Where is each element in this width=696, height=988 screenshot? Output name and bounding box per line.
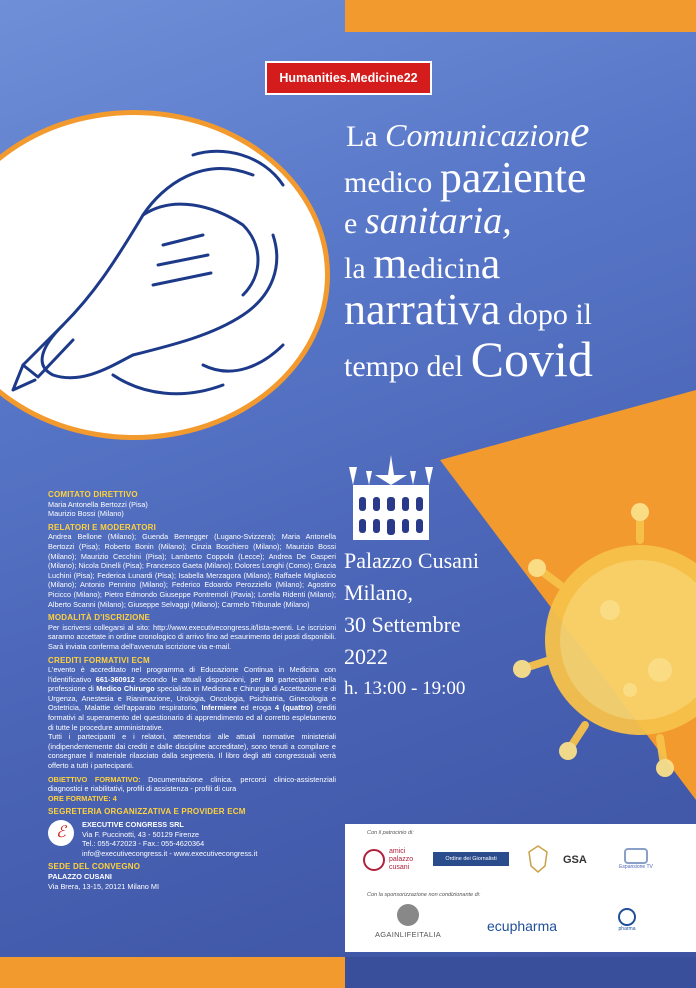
segreteria-heading: SEGRETERIA ORGANIZZATIVA E PROVIDER ECM [48, 807, 246, 817]
title-word: e [344, 207, 365, 240]
relatori-heading: RELATORI E MODERATORI [48, 522, 157, 532]
espansione-tv-logo: Espansione TV [611, 848, 661, 870]
event-title [344, 107, 694, 387]
ec-name: EXECUTIVE CONGRESS SRL [82, 820, 184, 829]
executive-congress-logo: ℰ [48, 820, 74, 846]
title-word: paziente [439, 153, 587, 202]
venue-city: Milano, [344, 580, 414, 605]
againlife-italia-logo: AGAINLIFEITALIA [367, 904, 449, 939]
patrocinio-caption: Con il patrocinio di: [367, 830, 414, 836]
title-word: m [373, 239, 408, 288]
event-info-column [48, 490, 336, 891]
venue-date: 30 Settembre [344, 612, 461, 637]
duomo-milano-icon [345, 455, 437, 540]
sede-name: PALAZZO CUSANI [48, 871, 112, 881]
crest-logo [525, 844, 551, 874]
crediti-heading: CREDITI FORMATIVI ECM [48, 655, 150, 665]
ec-phone: Tel.: 055-472023 - Fax.: 055-4620364 [82, 839, 205, 849]
comitato-member: Maria Antonella Bertozzi (Pisa) [48, 499, 148, 509]
title-word: Comunicazion [385, 117, 571, 153]
modalita-heading: MODALITÀ D'ISCRIZIONE [48, 613, 151, 623]
ore-formative: ORE FORMATIVE: 4 [48, 793, 117, 803]
title-word: Covid [470, 331, 593, 387]
title-word: sanitaria, [364, 200, 512, 242]
title-word: dopo il [500, 298, 593, 331]
amici-palazzo-cusani-logo: amici palazzo cusani [363, 848, 429, 872]
ecupharma-logo: ecupharma [487, 918, 558, 934]
ec-address: Via F. Puccinotti, 43 - 50129 Firenze [82, 829, 200, 839]
pharma-logo: pharma [615, 908, 639, 932]
sede-address: Via Brera, 13-15, 20121 Milano MI [48, 881, 160, 891]
ec-web: info@executivecongress.it - www.executivecongress.it [82, 848, 258, 858]
crediti-note: Tutti i partecipanti e i relatori, attenendosi alle attuali normative ministeriali (indipendentemente dai crediti e dalle discipline accreditate), sono tenuti a compilare e consegnare il materiale rilasciato dalla segreteria. Il libro degli atti congressuali verrà offerto a tutti i partecipanti. [48, 732, 336, 771]
title-word: e [570, 107, 590, 156]
title-word: La [346, 120, 386, 153]
title-word: a [480, 239, 501, 288]
comitato-heading: COMITATO DIRETTIVO [48, 490, 138, 499]
event-badge: Humanities.Medicine22 [265, 61, 432, 95]
modalita-text: Per iscriversi collegarsi al sito: http://www.executivecongress.it/lista-eventi. Le iscrizioni saranno accettate in ordine cronologico di arrivo fino ad esaurimento dei posti disponibili. Sarà inviata conferma dell'avvenuta iscrizione via e-mail. [48, 622, 336, 651]
title-word: edicin [407, 252, 481, 285]
sede-heading: SEDE DEL CONVEGNO [48, 862, 141, 872]
venue-year: 2022 [344, 644, 388, 669]
venue-place: Palazzo Cusani [344, 548, 480, 573]
title-word: medico [344, 166, 440, 199]
ordine-giornalisti-logo: Ordine dei Giornalisti [433, 852, 509, 866]
venue-time: h. 13:00 - 19:00 [344, 678, 466, 699]
title-word: tempo del [344, 350, 471, 383]
title-word: la [344, 252, 374, 285]
obiettivo-text: OBIETTIVO FORMATIVO: Documentazione clinica. percorsi clinico-assistenziali diagnostici e riabilitativi, profili di assistenza - profili di cura [48, 774, 336, 794]
relatori-list: Andrea Bellone (Milano); Guenda Bernegger (Lugano-Svizzera); Maria Antonella Bertozzi (Pisa); Roberto Bonin (Milano); Cinzia Boschiero (Milano); Maurizio Bossi (Milano); Maurizio Cecchini (Pisa); Lamberto Coppola (Lecce); Andrea De Gasperi (Milano); Nicola Dinelli (Pisa); Francesco Gaeta (Milano); Dolores Longhi (Como); Grazia Luchini (Pisa); Federica Lunardi (Pisa); Isabella Merzagora (Milano); Raffaele Migliaccio (Milano); Antonio Pennino (Milano); Federico Edoardo Perozziello (Milano); Agostino Picicco (Milano); Pietro Edmondo Giuseppe Pontremoli (Pavia); Lorella Ridenti (Milano); Alberto Scanni (Milano); Giuseppe Selvaggi (Milano); Carmelo Tribunale (Milano) [48, 532, 336, 609]
sponsor-logo-panel [345, 824, 696, 952]
venue-details [344, 545, 479, 705]
comitato-member: Maurizio Bossi (Milano) [48, 509, 124, 519]
crediti-text: L'evento è accreditato nel programma di Educazione Continua in Medicina con l'identificativo 661-360912 secondo le attuali disposizioni, per 80 partecipanti nella professione di Medico Chirurgo specialista in Medicina e Chirurgia di Accettazione e di Urgenza, Anestesia e Rianimazione, Urologia, Oncologia, Psichiatria, Ginecologia e Ostetricia, Malattie dell'apparato respiratorio, Infermiere ed eroga 4 (quattro) crediti formativi al superamento del questionario di apprendimento ed al corretto espletamento di tutte le procedure amministrative. [48, 665, 336, 732]
title-word: narrativa [344, 285, 501, 334]
gsa-logo: GSA [563, 854, 587, 866]
sponsor-caption: Con la sponsorizzazione non condizionante di: [367, 892, 481, 898]
